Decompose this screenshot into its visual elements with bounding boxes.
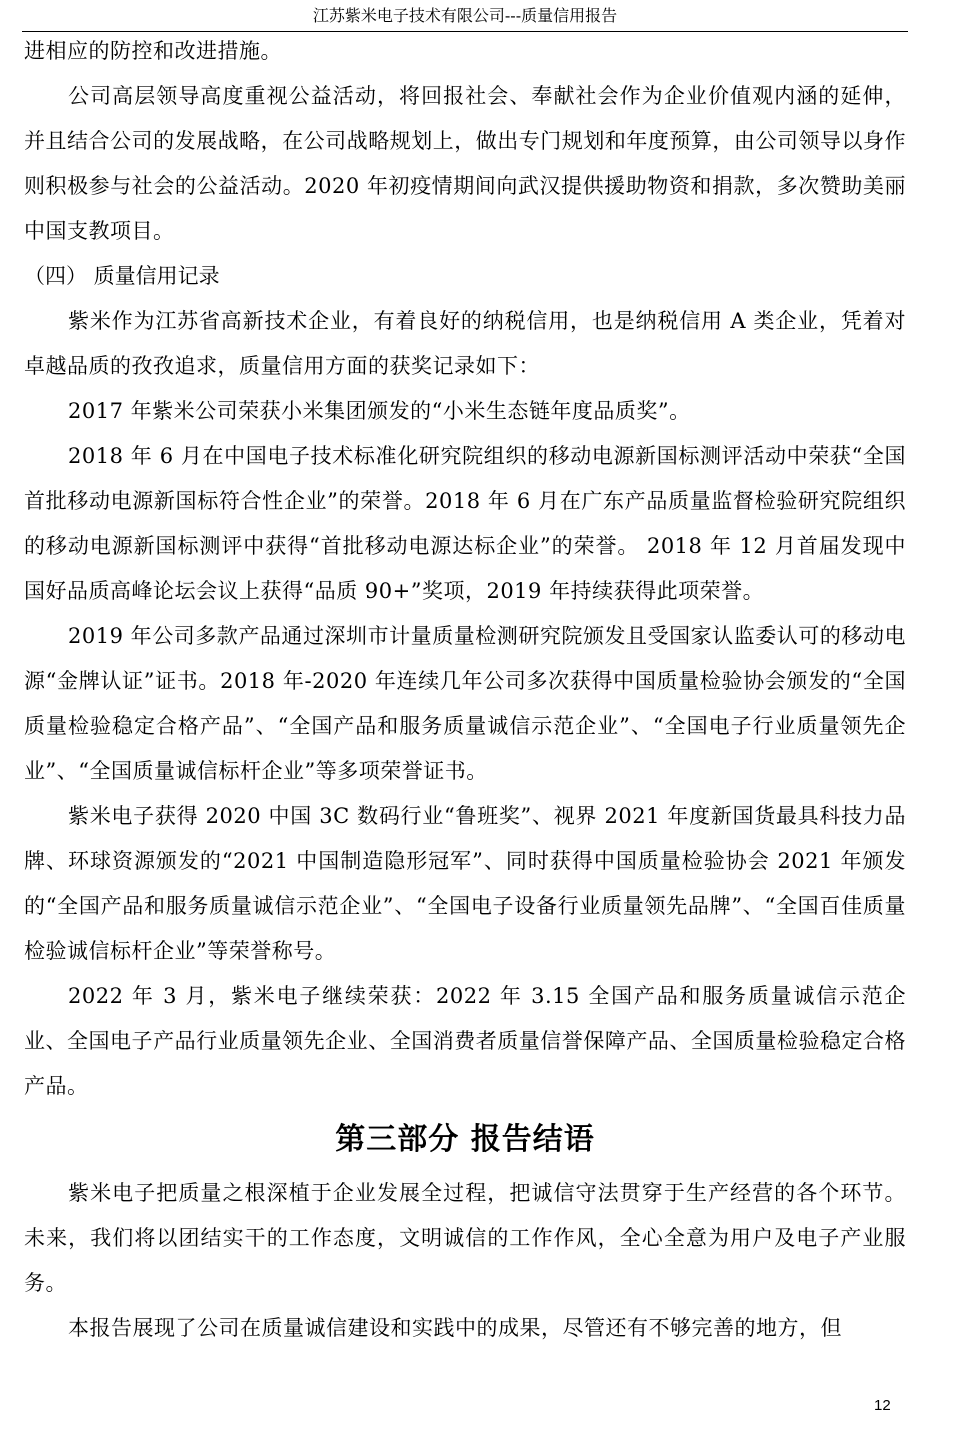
document-body xyxy=(24,29,906,1351)
page-number: 12 xyxy=(874,1397,891,1414)
paragraph-award-2018: 2018 年 6 月在中国电子技术标准化研究院组织的移动电源新国标测评活动中荣获“全国首批移动电源新国标符合性企业”的荣誉。2018 年 6 月在广东产品质量监督检验研究院组织的移动电源新国标测评中获得“首批移动电源达标企业”的荣誉。 2018 年 12 月首届发现中国好品质高峰论坛会议上获得“品质 90+”奖项，2019 年持续获得此项荣誉。 xyxy=(24,444,906,603)
paragraph-report-summary: 本报告展现了公司在质量诚信建设和实践中的成果，尽管还有不够完善的地方，但 xyxy=(68,1316,842,1340)
section-heading-credit-record: （四） 质量信用记录 xyxy=(24,264,220,288)
page-header: 江苏紫米电子技术有限公司---质量信用报告 xyxy=(22,6,908,32)
paragraph-award-2020-2021: 紫米电子获得 2020 中国 3C 数码行业“鲁班奖”、视界 2021 年度新国货最具科技力品牌、环球资源颁发的“2021 中国制造隐形冠军”、同时获得中国质量检验协会 2021 年颁发的“全国产品和服务质量诚信示范企业”、“全国电子设备行业质量领先品牌”、“全国百佳质量检验诚信标杆企业”等荣誉称号。 xyxy=(24,804,906,963)
paragraph-conclusion: 紫米电子把质量之根深植于企业发展全过程，把诚信守法贯穿于生产经营的各个环节。未来，我们将以团结实干的工作态度，文明诚信的工作作风，全心全意为用户及电子产业服务。 xyxy=(24,1181,906,1295)
paragraph-tax-credit: 紫米作为江苏省高新技术企业，有着良好的纳税信用，也是纳税信用 A 类企业，凭着对卓越品质的孜孜追求，质量信用方面的获奖记录如下： xyxy=(24,309,906,378)
paragraph-continuation: 进相应的防控和改进措施。 xyxy=(24,39,282,63)
paragraph-award-2019: 2019 年公司多款产品通过深圳市计量质量检测研究院颁发且受国家认监委认可的移动电源“金牌认证”证书。2018 年-2020 年连续几年公司多次获得中国质量检验协会颁发的“全国质量检验稳定合格产品”、“全国产品和服务质量诚信示范企业”、“全国电子行业质量领先企业”、“全国质量诚信标杆企业”等多项荣誉证书。 xyxy=(24,624,906,783)
paragraph-public-welfare: 公司高层领导高度重视公益活动，将回报社会、奉献社会作为企业价值观内涵的延伸，并且结合公司的发展战略，在公司战略规划上，做出专门规划和年度预算，由公司领导以身作则积极参与社会的公益活动。2020 年初疫情期间向武汉提供援助物资和捐款，多次赞助美丽中国支教项目。 xyxy=(24,84,906,243)
paragraph-award-2022: 2022 年 3 月，紫米电子继续荣获：2022 年 3.15 全国产品和服务质量诚信示范企业、全国电子产品行业质量领先企业、全国消费者质量信誉保障产品、全国质量检验稳定合格产品。 xyxy=(24,984,906,1098)
paragraph-award-2017: 2017 年紫米公司荣获小米集团颁发的“小米生态链年度品质奖”。 xyxy=(68,399,691,423)
part-three-title: 第三部分 报告结语 xyxy=(335,1122,595,1157)
